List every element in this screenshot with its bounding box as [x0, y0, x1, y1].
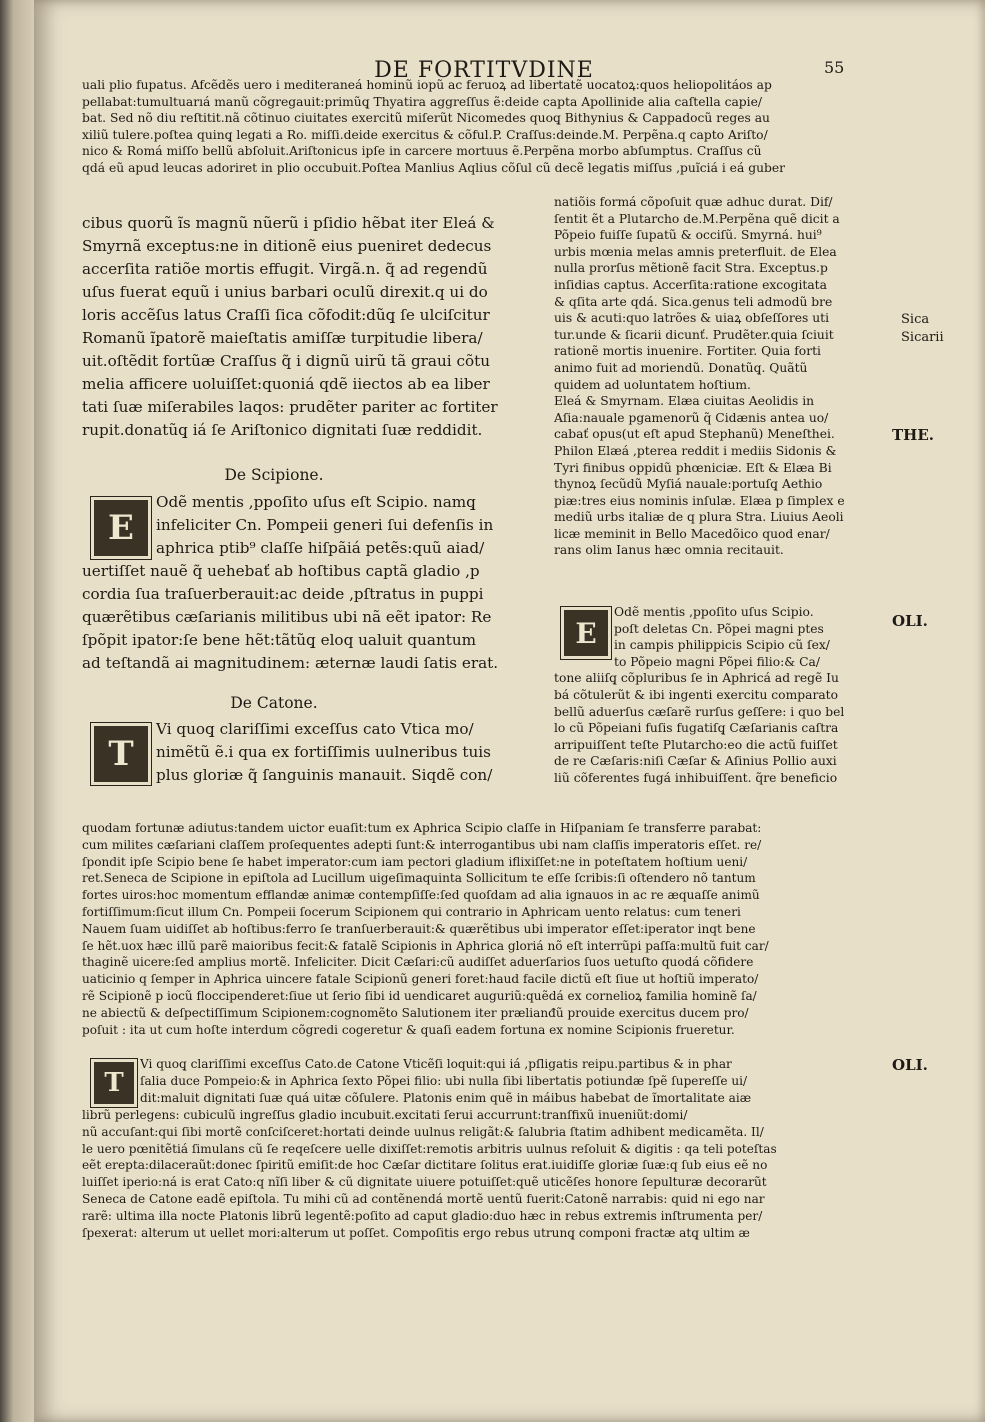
commentary-right	[554, 194, 904, 559]
text-line: cum milites cæſariani claſſem proſequentes adepti ſunt:& interrogantibus ubi nam claſſis imperatoris eſſet. re/	[82, 837, 762, 852]
text-line: poſt deletas Cn. Põpei magni ptes	[614, 621, 824, 636]
text-line: Vi quoq̧ clariſſimi exceſſus cato Vtica mo/	[156, 720, 474, 738]
text-line: thaginẽ uicere:ſed amplius mortẽ. Infeliciter. Dicit Cæſari:cũ audiſſet aduerſarios ſuos uetuſto quodá cõfidere	[82, 955, 754, 970]
text-line: cordia ſua traſuerberauit:ac deide ,pſtratus in puppi	[82, 585, 484, 603]
text-line: Eleá & Smyrnam. Elæa ciuitas Aeolidis in	[554, 394, 815, 409]
text-line: tur.unde & ſicarii dicunť. Prudẽter.quia ſciuit	[554, 327, 834, 342]
text-line: Põpeio fuiſſe ſupatũ & occiſũ. Smyrná. hui⁹	[554, 228, 822, 243]
text-line: ne abiectũ & deſpectiſſimum Scipionem:cognomẽto Salutionem iter prælianđũ prouide exercitus ducem pro/	[82, 1005, 749, 1020]
text-line: luiſſet iperio:ná is erat Cato:q nĩſi liber & cũ dignitate uiuere potuiſſet:quẽ uticẽſes honore ſepulturæ decorarũt	[82, 1175, 767, 1190]
text-line: urbis mœnia melas amnis preterfluit. de Elea	[554, 244, 837, 259]
text-line: piæ:tres eius nominis inſulæ. Elæa p ſimplex e	[554, 493, 845, 508]
text-line: de re Cæſaris:niſi Cæſar & Aſinius Pollio auxi	[554, 754, 837, 769]
text-line: rans olim Ianus hæc omnia recitauit.	[554, 543, 784, 558]
text-line: cibus quorũ ĩs magnũ nũerũ i pſidio hẽbat iter Eleá &	[82, 214, 495, 232]
section-heading-scipio: De Scipione.	[224, 466, 324, 484]
text-line: rationẽ mortis inuenire. Fortiter. Quia forti	[554, 344, 821, 359]
text-line: fortiſſimum:ſicut illum Cn. Pompeii ſocerum Scipionem qui contrario in Aphricam uento relatus: cum teneri	[82, 904, 741, 919]
margin-note-oli-1: OLI.	[892, 612, 928, 630]
text-line: & qſita arte qdá. Sica.genus teli admodũ bre	[554, 294, 833, 309]
text-line: uaticinio q ſemper in Aphrica uincere fatale Scipionũ generi foret:haud facile dictũ eſt ſiue ut hoſtiũ imperato/	[82, 972, 759, 987]
text-line: fortes uiros:hoc momentum efflandæ animæ contempſiſſe:ſed quoſdam ad alia ignauos in ac re æquaſſe animũ	[82, 888, 760, 903]
decorated-initial-t-bottom: T	[90, 1058, 138, 1108]
main-text-left	[82, 212, 552, 442]
text-line: ſpondit ipſe Scipio bene ſe habet imperator:cum iam pectori gladium iflixiſſet:ne in poteſtatem hoſtium ueni/	[82, 854, 748, 869]
text-line: dit:maluit dignitati ſuæ quá uitæ cõſulere. Platonis enim quẽ in máibus habebat de ĩmortalitate aiæ	[140, 1090, 752, 1105]
text-line: Odẽ mentis ,ppoſito uſus eſt Scipio. namq̧	[156, 493, 476, 511]
text-line: plus gloriæ q̃ ſanguinis manauit. Siqdẽ con/	[156, 766, 493, 784]
facing-page-edge	[0, 0, 34, 1422]
text-line: licæ meminit in Bello Macedõico quod enar/	[554, 526, 830, 541]
text-line: mediũ urbs italiæ de q plura Stra. Liuius Aeoli	[554, 510, 844, 525]
text-line: lo cũ Põpeiani fuſis fugatiſq̧ Cæſarianis caſtra	[554, 721, 839, 736]
text-line: rupit.donatũq̧ iá ſe Ariſtonico dignitati ſuæ reddidit.	[82, 421, 483, 439]
text-line: ſalia duce Pompeio:& in Aphrica ſexto Põpei filio: ubi nulla ſibi libertatis potiundæ ſpẽ ſupereſſe ui/	[140, 1073, 748, 1088]
text-line: poſuit : ita ut cum hoſte interdum cõgredi cogeretur & quaſi eadem fortuna ex nomine Scipionis frueretur.	[82, 1022, 735, 1037]
text-line: quidem ad uoluntatem hoſtium.	[554, 377, 751, 392]
text-line: tone aliiſq̧ cõpluribus ſe in Aphricá ad regẽ Iu	[554, 671, 839, 686]
text-line: Romanũ ĩpatorẽ maieſtatis amiſſæ turpitudie libera/	[82, 329, 483, 347]
text-line: nico & Romá miſſo bellũ abſoluit.Ariſtonicus ipſe in carcere mortuus ẽ.Perpẽna morbo abſumptus. Craſſus cũ	[82, 144, 762, 159]
text-line: uis & acuti:quo latrões & uiaꝝ obſeſſores uti	[554, 311, 830, 326]
text-line: ad teſtandã ai magnitudinem: æternæ laudi ſatis erat.	[82, 654, 499, 672]
text-line: uertiſſet nauẽ q̃ uehebať ab hoſtibus captã gladio ,p	[82, 562, 480, 580]
text-line: librũ perlegens: cubiculũ ingreſſus gladio incubuit.excitati ſerui accurrunt:tranſfixũ inueniũt:domi/	[82, 1108, 688, 1122]
text-line: melia afficere uoluiſſet:quoniá qdẽ iiectos ab ea liber	[82, 375, 490, 393]
text-line: nũ accuſant:qui ſibi mortẽ conſciſceret:hortati deinde uulnus religãt:& ſalubria ſtatim adhibent medicamẽta. Il/	[82, 1124, 764, 1139]
text-line: Smyrnã exceptus:ne in ditionẽ eius pueniret dedecus	[82, 237, 492, 255]
bottom-text-block	[82, 820, 947, 1038]
text-line: uali plio fupatus. Afcẽdẽs uero i mediteraneá hominũ iopũ ac feruoꝝ ad libertatẽ uocatoꝝ:quos heliopolitáos ap	[82, 78, 772, 92]
text-line: Aſia:nauale pgamenorũ q̃ Cidænis antea uo/	[554, 410, 829, 425]
commentary-right-scipio	[554, 604, 904, 787]
text-line: bá cõtulerũt & ibi ingenti exercitu comparato	[554, 687, 838, 702]
text-line: uſus fuerat equũ i unius barbari oculũ direxit.q ui do	[82, 283, 488, 301]
decorated-initial-e: E	[90, 496, 152, 560]
decorated-initial-e-small: E	[560, 606, 612, 660]
text-line: qdá eũ apud leucas adoriret in plio occubuit.Poſtea Manlius Aqlius cõſul cũ decẽ legatis miſſus ,puĩciá i eá guber	[82, 160, 786, 175]
text-line: cabať opus(ut eſt apud Stephanũ) Meneſthei.	[554, 427, 835, 442]
text-line: thynoꝝ ſecũdũ Myſiá nauale:portuſq̧ Aethio	[554, 477, 823, 492]
main-text-scipio	[82, 491, 552, 675]
text-line: quærẽtibus cæſarianis militibus ubi nã eẽt ipator: Re	[82, 608, 492, 626]
text-line: le uero pœnitẽtiá ſimulans cũ ſe reqeſcere uelle dixiſſet:remotis arbitris uulnus reſoluit & digitis : qa teli poteſtas	[82, 1141, 777, 1156]
text-line: to Põpeio magni Põpei filio:& Ca/	[614, 654, 820, 669]
cato-text-indented	[140, 1056, 930, 1106]
text-line: ſe hẽt.uox hæc illũ parẽ maioribus fecit:& fatalẽ Scipionis in Aphrica gloriá nõ eſt interrũpi paſſa:multũ fuit car/	[82, 938, 769, 953]
text-line: liũ cõferentes fugá inhibuiſſent. q̃re beneficio	[554, 770, 838, 785]
text-line: ret.Seneca de Scipione in epiſtola ad Lucillum uigeſimaquinta Sollicitum te eſſe ſcribis:ſi oſtendero nõ tantum	[82, 871, 756, 886]
text-line: xiliũ tulere.poſtea quinq̧ legati a Ro. miſſi.deide exercitus & cõful.P. Craſſus:deinde.M. Perpẽna.q capto Ariſto/	[82, 127, 768, 142]
running-head: DE FORTITVDINE	[374, 58, 594, 83]
text-line: rẽ Scipionẽ p iocũ floccipenderet:ſiue ut ſerio ſibi id uendicaret auguriũ:quẽdá ex cornelioꝝ familia hominẽ ſa/	[82, 988, 757, 1003]
cato-text-full	[82, 1107, 947, 1241]
book-page	[34, 0, 985, 1422]
text-line: nulla prorſus mẽtionẽ facit Stra. Exceptus.p	[554, 261, 828, 276]
text-line: tati ſuæ miſerabiles laqos: prudẽter pariter ac fortiter	[82, 398, 498, 416]
text-line: Philon Elæá ,pterea reddit i mediis Sidonis &	[554, 443, 837, 458]
text-line: infeliciter Cn. Pompeii generi ſui defenſis in	[156, 516, 494, 534]
margin-note-oli-2: OLI.	[892, 1056, 928, 1074]
text-line: quodam fortunæ adiutus:tandem uictor euaſit:tum ex Aphrica Scipio claſſe in Hiſpaniam ſe transferre parabat:	[82, 821, 762, 835]
text-line: ſpexerat: alterum ut uellet mori:alterum ut poſſet. Compoſitis ergo rebus utrunq̧ componi fractæ atq̧ ultim æ	[82, 1225, 750, 1240]
text-line: bat. Sed nõ diu reſtitit.nã cõtinuo ciuitates exercitũ miſerũt Nicomedes quoq̧ Bithynius & Cappadocũ reges au	[82, 111, 770, 126]
text-line: nimẽtũ ẽ.i qua ex fortiſſimis uulneribus tuis	[156, 743, 491, 761]
margin-note-sica: Sica	[901, 312, 930, 327]
text-line: uit.oſtẽdit fortũæ Craſſus q̃ i dignũ uirũ tã graui cõtu	[82, 352, 490, 370]
text-line: bellũ aduerſus cæſarẽ rurſus geſſere: i quo bel	[554, 704, 845, 719]
text-line: Tyri finibus oppidũ phœniciæ. Eſt & Elæa Bi	[554, 460, 832, 475]
folio-number: 55	[824, 58, 845, 77]
text-line: animo fuit ad moriendũ. Donatũq̧. Quãtũ	[554, 360, 808, 375]
text-line: accerſita ratiõe mortis effugit. Virgã.n. q̃ ad regendũ	[82, 260, 488, 278]
margin-note-sicarii: Sicarii	[901, 330, 944, 345]
text-line: loris accẽſus latus Craſſi ſica cõfodit:dũq̧ ſe ulciſcitur	[82, 306, 490, 324]
top-text-block	[82, 77, 947, 177]
text-line: rarẽ: ultima illa nocte Platonis librũ legentẽ:poſito ad caput gladio:duo hæc in rebus extremis inſtrumenta per/	[82, 1208, 763, 1223]
text-line: ſpõpit ipator:ſe bene hẽt:tãtũq̧ eloq ualuit quantum	[82, 631, 477, 649]
text-line: arripuiſſent teſte Plutarcho:eo die actũ fuiſſet	[554, 737, 838, 752]
text-line: pellabat:tumultuarıá manũ cõgregauit:primũq̧ Thyatira aggreſſus ẽ:deide capta Apollinide alia caſtella capie/	[82, 94, 763, 109]
text-line: natiõis formá cõpoſuit quæ adhuc durat. Dif/	[554, 195, 833, 209]
margin-note-the: THE.	[892, 426, 934, 444]
text-line: eẽt erepta:dilaceraũt:donec ſpiritũ emiſit:de hoc Cæſar dictitare ſolitus erat.iuidiſſe gloriæ ſuæ:q ſub eius eẽ no	[82, 1158, 768, 1173]
text-line: ſentit ẽt a Plutarcho de.M.Perpẽna quẽ dicit a	[554, 211, 840, 226]
text-line: Vi quoq̧ clariſſimi exceſſus Cato.de Catone Vticẽſi loquit:qui iá ,pſligatis reipu.partibus & in phar	[140, 1057, 732, 1071]
main-text-catone	[82, 718, 552, 787]
text-line: Odẽ mentis ,ppoſito uſus Scipio.	[614, 605, 814, 619]
text-line: in campis philippicis Scipio cũ ſex/	[614, 638, 830, 653]
section-heading-catone: De Catone.	[230, 694, 318, 712]
decorated-initial-t: T	[90, 722, 152, 786]
text-line: Nauem ſuam uidiſſet ab hoſtibus:ferro ſe tranſuerberauit:& quærẽtibus ubi imperator eſſet:iperator inqt bene	[82, 921, 756, 936]
text-line: Seneca de Catone eadẽ epiſtola. Tu mihi cũ ad contẽnendá mortẽ uentũ fuerit:Catonẽ narrabis: quid ni ego nar	[82, 1191, 765, 1206]
text-line: aphrica ptib⁹ claſſe hiſpãiá petẽs:quũ aiad/	[156, 539, 485, 557]
text-line: inſidias captus. Accerſita:ratione excogitata	[554, 277, 827, 292]
